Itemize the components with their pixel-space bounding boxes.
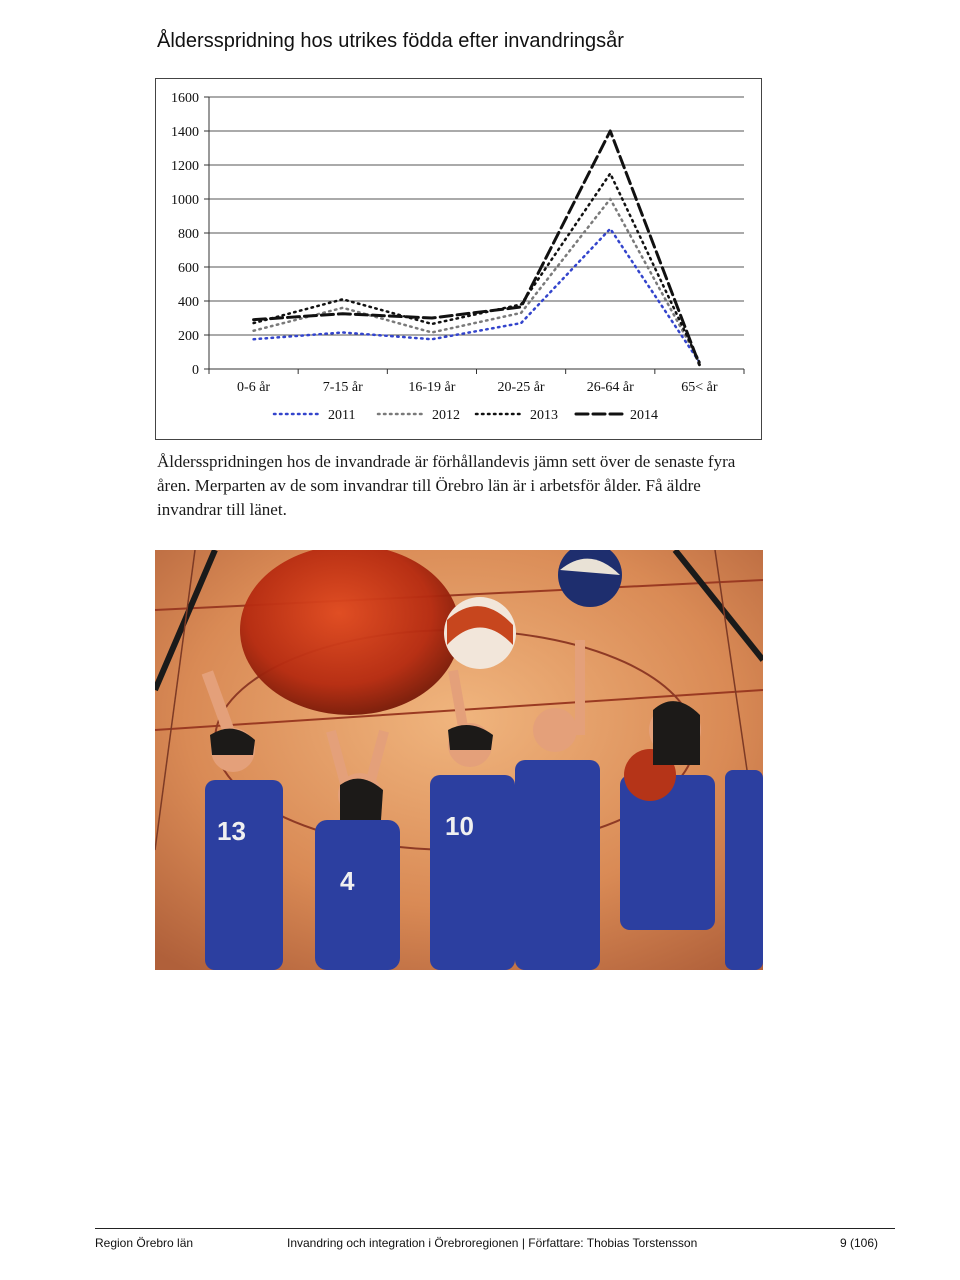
- x-tick-label: 26-64 år: [586, 380, 634, 395]
- footer-document-title: Invandring och integration i Örebroregionen | Författare: Thobias Torstensson: [287, 1236, 698, 1250]
- y-tick-label: 600: [178, 261, 199, 276]
- series-line-2014: [254, 131, 700, 365]
- x-tick-label: 20-25 år: [497, 380, 545, 395]
- footer-rule: [95, 1228, 895, 1229]
- x-tick-label: 65< år: [681, 380, 718, 395]
- y-tick-label: 200: [178, 329, 199, 344]
- y-tick-label: 1200: [171, 159, 199, 174]
- y-tick-label: 1400: [171, 125, 199, 140]
- svg-text:4: 4: [340, 866, 355, 896]
- footer-page-number: 9 (106): [840, 1236, 879, 1250]
- series-line-2012: [254, 199, 700, 361]
- chart-title: Åldersspridning hos utrikes födda efter invandringsår: [157, 30, 624, 52]
- y-tick-label: 400: [178, 295, 199, 310]
- y-tick-label: 800: [178, 227, 199, 242]
- x-tick-label: 16-19 år: [408, 380, 456, 395]
- basketball-photo: [155, 550, 763, 970]
- legend-label: 2012: [432, 408, 460, 423]
- y-tick-label: 1600: [171, 91, 199, 106]
- series-line-2011: [254, 229, 700, 362]
- age-distribution-chart: [155, 78, 762, 440]
- legend-label: 2014: [630, 408, 658, 423]
- legend-label: 2013: [530, 408, 558, 423]
- svg-text:10: 10: [445, 811, 474, 841]
- basketball-photo-image: [155, 550, 763, 970]
- svg-text:13: 13: [217, 816, 246, 846]
- x-tick-label: 7-15 år: [322, 380, 363, 395]
- y-tick-label: 1000: [171, 193, 199, 208]
- footer-organization: Region Örebro län: [95, 1236, 194, 1250]
- x-tick-label: 0-6 år: [237, 380, 271, 395]
- legend-label: 2011: [328, 408, 356, 423]
- chart-caption: Åldersspridningen hos de invandrade är förhållandevis jämn sett över de senaste fyra åren. Merparten av de som invandrar till Örebro län är i arbetsför ålder. Få äldre invandrar till länet.: [157, 452, 736, 519]
- chart-canvas: [156, 79, 763, 441]
- y-tick-label: 0: [192, 363, 199, 378]
